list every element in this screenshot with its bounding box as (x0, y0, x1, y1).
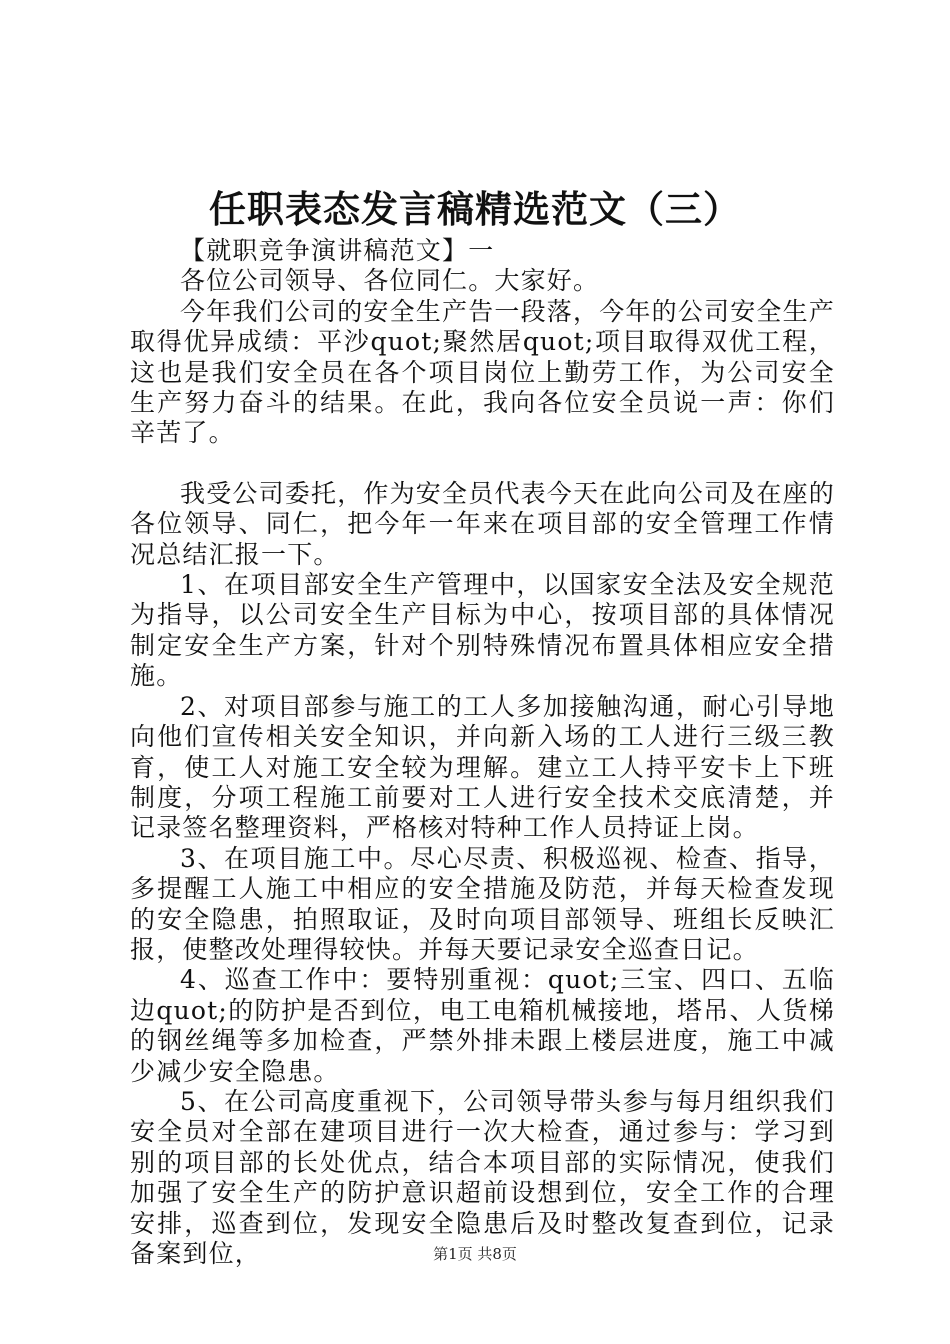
page-title: 任职表态发言稿精选范文（三） (209, 187, 741, 231)
paragraph-greeting: 各位公司领导、各位同仁。大家好。 (180, 266, 600, 296)
paragraph-heading: 【就职竞争演讲稿范文】一 (180, 236, 495, 265)
paragraph-item-4: 4、巡查工作中：要特别重视：quot;三宝、四口、五临边quot;的防护是否到位，电工电箱机械接地，塔吊、人货梯的钢丝绳等多加检查，严禁外排未跟上楼层进度，施工中减少减少安全隐患。 (130, 965, 835, 1086)
paragraph-intro: 今年我们公司的安全生产告一段落，今年的公司安全生产取得优异成绩：平沙quot;聚然居quot;项目取得双优工程，这也是我们安全员在各个项目岗位上勤劳工作，为公司安全生产努力奋斗的结果。在此，我向各位安全员说一声：你们辛苦了。 (130, 296, 836, 448)
paragraph-item-2: 2、对项目部参与施工的工人多加接触沟通，耐心引导地向他们宣传相关安全知识，并向新入场的工人进行三级三教育，使工人对施工安全较为理解。建立工人持平安卡上下班制度，分项工程施工前要对工人进行安全技术交底清楚，并记录签名整理资料，严格核对特种工作人员持证上岗。 (130, 691, 835, 843)
paragraph-item-1: 1、在项目部安全生产管理中，以国家安全法及安全规范为指导，以公司安全生产目标为中心，按项目部的具体情况制定安全生产方案，针对个别特殊情况布置具体相应安全措施。 (130, 570, 835, 691)
paragraph-report: 我受公司委托，作为安全员代表今天在此向公司及在座的各位领导、同仁，把今年一年来在项目部的安全管理工作情况总结汇报一下。 (130, 478, 836, 569)
page-number-footer: 第1页 共8页 (433, 1245, 517, 1263)
paragraph-item-5: 5、在公司高度重视下，公司领导带头参与每月组织我们安全员对全部在建项目进行一次大检查，通过参与：学习到别的项目部的长处优点，结合本项目部的实际情况，使我们加强了安全生产的防护意识超前设想到位，安全工作的合理安排，巡查到位，发现安全隐患后及时整改复查到位，记录备案到位， (130, 1086, 835, 1268)
paragraph-item-3: 3、在项目施工中。尽心尽责、积极巡视、检查、指导，多提醒工人施工中相应的安全措施及防范，并每天检查发现的安全隐患，拍照取证，及时向项目部领导、班组长反映汇报，使整改处理得较快。并每天要记录安全巡查日记。 (130, 843, 835, 964)
document-body (130, 236, 835, 1269)
